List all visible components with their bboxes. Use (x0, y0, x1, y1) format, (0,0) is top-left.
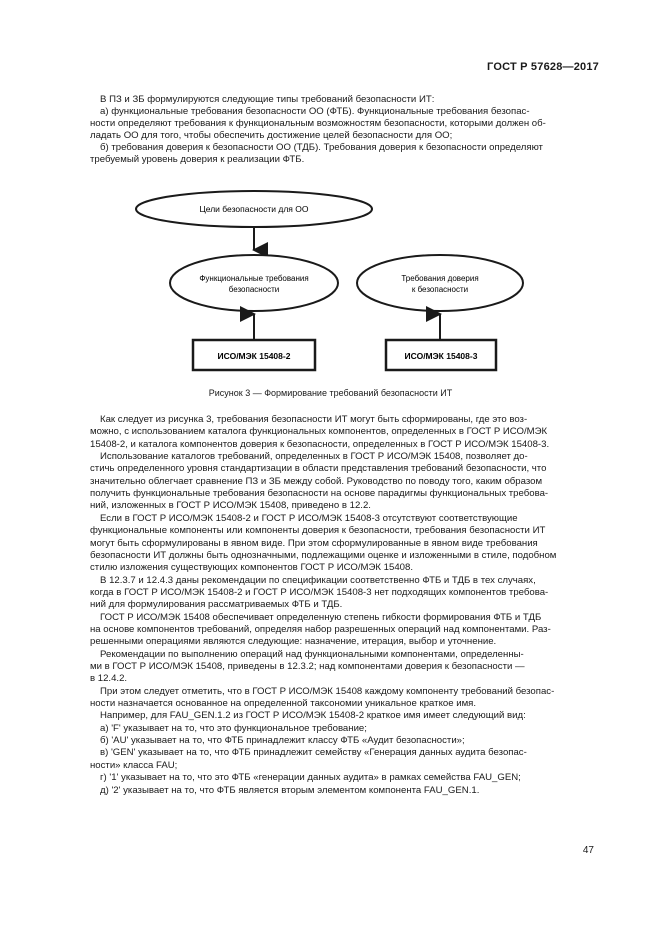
text-line: ладать ОО для того, чтобы обеспечить достижение целей безопасности для ОО; (90, 130, 453, 141)
text-line: стилю изложения существующих компонентов ГОСТ Р ИСО/МЭК 15408. (90, 562, 413, 574)
text-line: б) требования доверия к безопасности ОО (ТДБ). Требования доверия к безопасности определяют (100, 142, 543, 153)
text-line: ний для формулирования рассматриваемых ФТБ и ТДБ. (90, 599, 343, 611)
functional-label-line2: безопасности (228, 285, 280, 294)
functional-ellipse (170, 255, 338, 311)
text-line: д) '2' указывает на то, что ФТБ является вторым элементом компонента FAU_GEN.1. (100, 784, 480, 796)
text-line: в) 'GEN' указывает на то, что ФТБ принадлежит семейству «Генерация данных аудита безопас- (100, 747, 527, 759)
text-line: а) 'F' указывает на то, что это функциональное требование; (100, 722, 367, 734)
text-line: ности определяют требования к функциональным возможностям безопасности, которыми должен об- (90, 118, 546, 129)
text-line: получить функциональные требования безопасности на основе парадигмы функциональных требова- (90, 488, 549, 500)
functional-label-line1: Функциональные требования (199, 274, 309, 283)
figure-diagram (0, 190, 661, 390)
text-line: решенными операциями являются следующие: назначение, итерация, выбор и уточнение. (90, 636, 497, 648)
text-line: Например, для FAU_GEN.1.2 из ГОСТ Р ИСО/МЭК 15408-2 краткое имя имеет следующий вид: (100, 710, 526, 722)
text-line: а) функциональные требования безопасности ОО (ФТБ). Функциональные требования безопас- (100, 106, 530, 117)
text-line: В ПЗ и ЗБ формулируются следующие типы требований безопасности ИТ: (100, 94, 435, 105)
text-line: на основе компонентов требований, определяя набор разрешенных операций над компонентами. Раз- (90, 623, 551, 635)
standard-3-label: ИСО/МЭК 15408-3 (404, 351, 478, 361)
assurance-label-line1: Требования доверия (401, 274, 479, 283)
text-line: можно, с использованием каталога функциональных компонентов, определенных в ГОСТ Р ИСО/МЭК (90, 426, 548, 438)
text-line: требуемый уровень доверия к реализации ФТБ. (90, 154, 305, 165)
text-line: б) 'AU' указывает на то, что ФТБ принадлежит классу ФТБ «Аудит безопасности»; (100, 735, 465, 747)
text-line: в 12.4.2. (90, 673, 128, 685)
text-line: Если в ГОСТ Р ИСО/МЭК 15408-2 и ГОСТ Р ИСО/МЭК 15408-3 отсутствуют соответствующие (100, 512, 518, 524)
text-line: когда в ГОСТ Р ИСО/МЭК 15408-2 и ГОСТ Р ИСО/МЭК 15408-3 нет подходящих компонентов требова- (90, 586, 549, 598)
text-line: безопасности ИТ должны быть однозначными, подлежащими оценке и изложенными в стиле, подобном (90, 549, 557, 561)
page-number: 47 (582, 845, 594, 856)
text-line: г) '1' указывает на то, что это ФТБ «генерации данных аудита» в рамках семейства FAU_GEN; (100, 772, 521, 784)
document-id: ГОСТ Р 57628—2017 (487, 61, 599, 73)
text-line: ми в ГОСТ Р ИСО/МЭК 15408, приведены в 12.3.2; над компонентами доверия к безопасности — (90, 661, 525, 672)
text-line: При этом следует отметить, что в ГОСТ Р ИСО/МЭК 15408 каждому компоненту требований безопас- (100, 685, 555, 697)
text-line: функциональные компоненты или компоненты доверия к безопасности, требования безопасности ИТ (90, 525, 546, 537)
text-line: ГОСТ Р ИСО/МЭК 15408 обеспечивает определенную степень гибкости формирования ФТБ и ТДБ (100, 611, 542, 623)
text-line: Как следует из рисунка 3, требования безопасности ИТ могут быть сформированы, где это воз- (100, 414, 528, 425)
figure-caption: Рисунок 3 — Формирование требований безопасности ИТ (208, 388, 453, 398)
text-line: значительно облегчает сравнение ПЗ и ЗБ между собой. Руководство по поводу того, каким образом (90, 475, 543, 487)
text-line: ности назначается основанное на определенной таксономии уникальное краткое имя. (90, 698, 477, 710)
objectives-label: Цели безопасности для ОО (199, 204, 309, 214)
text-line: ний, изложенных в ГОСТ Р ИСО/МЭК 15408, приведено в 12.2. (90, 500, 371, 512)
standard-2-label: ИСО/МЭК 15408-2 (217, 351, 291, 361)
text-line: могут быть сформулированы в явном виде. При этом сформулированные в явном виде требования (90, 537, 538, 549)
text-line: 15408-2, и каталога компонентов доверия к безопасности, определенных в ГОСТ Р ИСО/МЭК 15408-3. (90, 438, 550, 450)
assurance-ellipse (357, 255, 523, 311)
text-line: стичь определенного уровня стандартизации в области представления требований безопасности, что (90, 463, 547, 475)
text-line: Использование каталогов требований, определенных в ГОСТ Р ИСО/МЭК 15408, позволяет до- (100, 451, 528, 463)
text-line: Рекомендации по выполнению операций над функциональными компонентами, определенны- (100, 648, 524, 660)
assurance-label-line2: к безопасности (411, 285, 469, 294)
text-line: В 12.3.7 и 12.4.3 даны рекомендации по спецификации соответственно ФТБ и ТДБ в тех случаях, (100, 574, 536, 586)
text-line: ности» класса FAU; (90, 759, 178, 771)
